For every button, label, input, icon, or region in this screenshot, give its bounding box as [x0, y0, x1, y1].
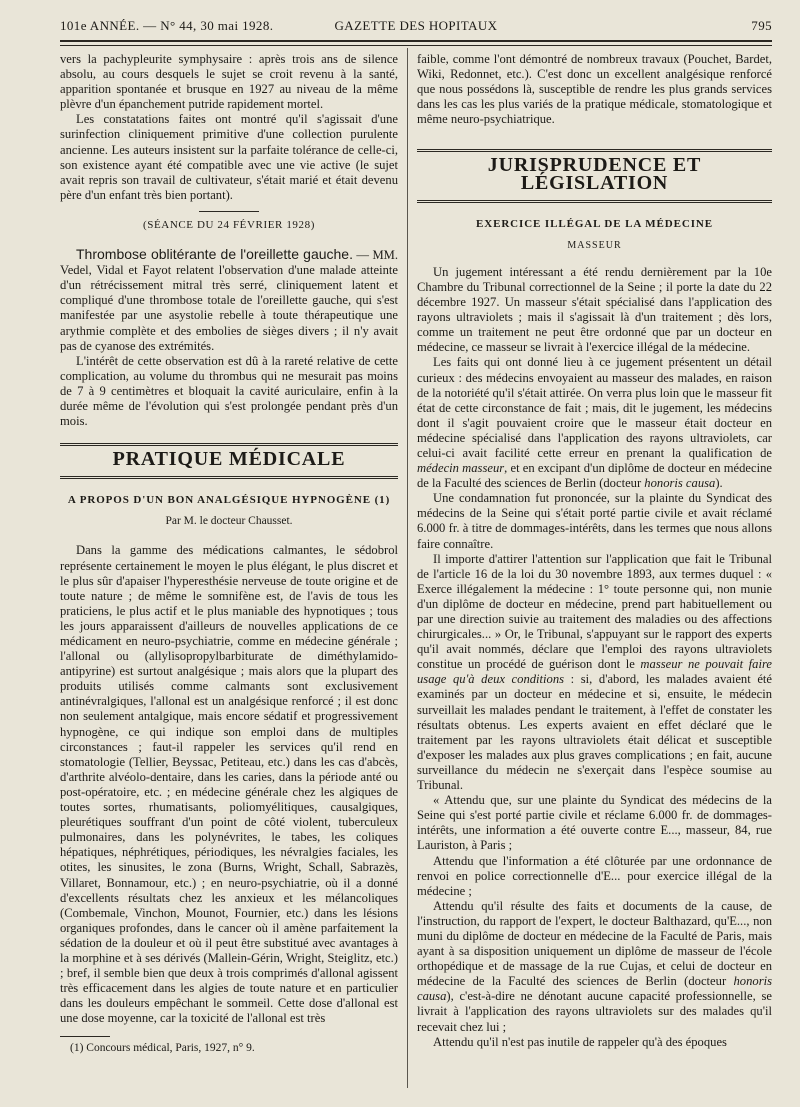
- paragraph: [417, 355, 772, 491]
- paragraph: vers la pachypleurite symphysaire : après trois ans de silence absolu, au cours desquels le sujet se croit revenu à la santé, apparition spontanée et brusque en 1927 au niveau de la même plèvre d'un épanchement putride rapidement mortel.: [60, 52, 398, 112]
- section-title: JURISPRUDENCE ET LÉGISLATION: [487, 154, 702, 194]
- paragraph: faible, comme l'ont démontré de nombreux travaux (Pouchet, Bardet, Wiki, Redonnet, etc.). C'est donc un excellent analgésique renforcé que nous possédons là, susceptible de rendre les plus grands services dans les cas les plus variés de la pratique médicale, stomatologique et même neuro-psychiatrique.: [417, 52, 772, 127]
- header-rule: [60, 40, 772, 42]
- text-run: , et en excipant d'un diplôme de docteur en médecine de la Faculté des sciences de Berlin (docteur: [417, 461, 772, 491]
- left-column: [60, 52, 398, 1057]
- emphasis: médecin masseur: [417, 461, 505, 476]
- issue-info: 101e ANNÉE. — N° 44, 30 mai 1928.: [60, 18, 274, 33]
- paragraph: Un jugement intéressant a été rendu dernièrement par la 10e Chambre du Tribunal correctionnel de la Seine ; il porte la date du 22 décembre 1927. Un masseur s'était spécialisé dans l'application des rayons ultraviolets ; mais il s'agissait là d'un traitement ; dès lors, comme un traitement ne peut être ordonné que par un docteur en médecine, ce masseur se livrait à l'exercice illégal de la médecine.: [417, 264, 772, 355]
- paragraph: Attendu que l'information a été clôturée par une ordonnance de renvoi en police correctionnelle d'E... pour exercice illégal de la médecine ;: [417, 853, 772, 898]
- article-title: A PROPOS D'UN BON ANALGÉSIQUE HYPNOGÈNE (1): [67, 494, 391, 507]
- communication-text: relatent l'observation d'une malade atteinte d'un rétrécissement mitral très serré, cliniquement latent et compliqué d'une thrombose totale de l'oreillette gauche, qui s'est manifestée par une asystolie rebelle à toute thérapeutique une arythmie complète et des embolies de sièges divers ; il n'y avait pas de cyanose des extrémités.: [60, 263, 398, 353]
- paragraph: « Attendu que, sur une plainte du Syndicat des médecins de la Seine qui s'est porté partie civile et réclame 6.000 fr. de dommages-intérêts, une information a été ouverte contre E..., masseur, 84, rue Lauriston, à Paris ;: [417, 793, 772, 853]
- separator: [199, 211, 259, 212]
- page-header: [60, 18, 772, 38]
- article-author: Par M. le docteur Chausset.: [165, 515, 293, 528]
- header-rule-thin: [60, 45, 772, 46]
- text-run: Les faits qui ont donné lieu à ce jugement présentent un détail curieux : des médecins envoyaient au masseur des malades, en raison de la notoriété qu'il s'était attirée. On verra plus loin que le masseur fit état de cette circonstance de fait ; mais, dit le jugement, les médecins dont il s'agit pouvaient croire que le masseur était docteur en médecine spécialisé dans l'application des rayons ultraviolets, car celui-ci avait facilité cette erreur en prenant la qualification de: [417, 355, 772, 460]
- text-run: Il importe d'attirer l'attention sur l'application que fait le Tribunal de l'article 16 de la loi du 30 novembre 1893, aux termes duquel : « Exerce illégalement la médecine : 1° toute personne qui, non munie d'un diplôme de docteur en médecine, prend part habituellement ou par une direction suivie au traitement des maladies ou des affections chirurgicales... » Or, le Tribunal, s'appuyant sur le rapport des experts qu'il avait nommés, déclare que l'emploi des rayons ultraviolets constitue un procédé de guérison dont le: [417, 551, 772, 672]
- session-date: (SÉANCE DU 24 FÉVRIER 1928): [142, 218, 316, 231]
- article-subtitle: MASSEUR: [567, 239, 622, 251]
- paragraph: Attendu qu'il n'est pas inutile de rappeler qu'à des époques: [433, 1034, 727, 1049]
- footnote: (1) Concours médical, Paris, 1927, n° 9.: [70, 1042, 255, 1055]
- paragraph: [417, 899, 772, 1035]
- communication-title: Thrombose oblitérante de l'oreillette gauche.: [76, 246, 353, 263]
- text-run: ).: [715, 476, 723, 491]
- footnote-rule: [60, 1036, 110, 1037]
- paragraph: Les constatations faites ont montré qu'il s'agissait d'une surinfection cliniquement primitive d'une collection purulente ancienne. Les auteurs insistent sur la parfaite tolérance de celle-ci, son existence ayant été compatible avec une vie active (le sujet avait repris son travail de cultivateur, s'était marié et était devenu père d'un enfant très bien portant).: [60, 112, 398, 202]
- paragraph: Dans la gamme des médications calmantes, le sédobrol représente certainement le moyen le plus élégant, le plus discret et le plus sûr d'apaiser l'hyperesthésie nerveuse de toute origine et de toute nature ; de même le somnifène est, de l'avis de tous les praticiens, le plus actif et le plus maniable des hypnotiques ; tous les jours apparaissent d'ailleurs de nouvelles applications de ce médicament en neuro-psychiatrie, comme en médecine générale ; l'allonal ou (allylisopropylbarbiturate de diméthylamido-antipyrine) est surtout analgésique ; mais alors que la plupart des produits utilisés comme calmants sont exclusivement antinévralgiques, l'allonal est un analgésique renforcé ; il est donc non seulement antalgique, mais encore sédatif et progressivement hypnogène, ce qui indique son emploi dans de multiples circonstances ; faut-il rappeler les services qu'il rend en stomatologie (Tellier, Beyssac, Petiteau, etc.) dans les cas d'abcès, d'arthrite alvéolo-dentaire, dans les caries, dans la période anté ou post-opératoire, etc. ; en médecine générale chez les algiques de toutes sortes, rhumatisants, poliomyélitiques, causalgiques, pleurétiques souffrant d'un point de côté violent, tuberculeux pulmonaires, dans les polynévrites, le tabes, les coliques hépatiques, néphrétiques, périodiques, les névralgies faciales, les otites, les sinusites, le zona (Burns, Wright, Schall, Sabrazès, Villaret, Bonnamour, etc.) ; en neuro-psychiatrie, où il a donné d'excellents résultats chez les anxieux et les mélancoliques (Combemale, Vinchon, Mounot, Fournier, etc.) dans les lésions organiques profondes, dans le cancer où il amène parfaitement la sédation de la douleur et où il peut être substitué avec avantages à la morphine et à ses dérivés (Mallein-Gérin, Wright, Steiglitz, etc.) ; bref, il semble bien que deux à trois comprimés d'allonal agissent très efficacement dans les algies de toute nature et en particulier dans les douleurs empêchant le sommeil. Cette dose d'allonal est une dose moyenne, car la toxicité de l'allonal est très: [60, 543, 398, 1026]
- paragraph: Une condamnation fut prononcée, sur la plainte du Syndicat des médecins de la Seine qui s'était porté partie civile et avait réclamé 6.000 fr. à titre de dommages-intérêts, dans les termes que nous allons faire connaître.: [417, 491, 772, 551]
- article-title: EXERCICE ILLÉGAL DE LA MÉDECINE: [476, 217, 713, 230]
- section-header: [417, 149, 772, 202]
- emphasis: masseur ne pouvait faire usage qu'à deux conditions: [417, 657, 772, 687]
- emphasis: honoris causa: [417, 974, 772, 1004]
- paragraph: L'intérêt de cette observation est dû à la rareté relative de cette complication, au volume du thrombus qui ne mesurait pas moins de 7 à 9 centimètres et bloquait la cavité auriculaire, enfin à la durée même de l'évolution qui s'est prolongée pendant près d'un mois.: [60, 353, 398, 429]
- text-run: Attendu qu'il résulte des faits et documents de la cause, de l'instruction, du rapport de l'expert, le docteur Balthazard, qu'E..., non muni du diplôme de docteur en médecine de la Faculté de Paris, mais ayant à sa disposition uniquement un diplôme de masseur de l'école orthopédique et de massage de la rue Cujas, et celui de docteur en médecine de la Faculté des sciences de Berlin (docteur: [417, 898, 772, 989]
- emphasis: honoris causa: [644, 476, 716, 491]
- paragraph: [417, 552, 772, 794]
- communication-authors: — MM. Vedel, Vidal et Fayot: [60, 248, 398, 278]
- right-column: [417, 52, 772, 1050]
- section-header: [60, 443, 398, 479]
- paragraph: [60, 247, 398, 354]
- text-run: ), c'est-à-dire ne dénotant aucune capacité professionnelle, se livrait à l'application des rayons ultraviolets sur des malades qu'il recevait chez lui ;: [417, 989, 772, 1034]
- section-title: PRATIQUE MÉDICALE: [112, 448, 346, 471]
- page-number: 795: [751, 18, 772, 33]
- journal-title: GAZETTE DES HOPITAUX: [334, 18, 498, 33]
- column-divider: [407, 48, 408, 1088]
- text-run: : si, d'abord, les malades avaient été examinés par un docteur en médecine et si, ensuite, le médecin surveillait les malades pendant le traitement, à l'effet de constater les résultats obtenus. Les experts avaient en effet déclaré que le traitement par les rayons ultraviolets était délicat et susceptible d'exposer les malades aux plus graves complications ; en fait, aucune surveillance du médecin ne s'exerçait dans l'espèce soumise au Tribunal.: [417, 672, 773, 793]
